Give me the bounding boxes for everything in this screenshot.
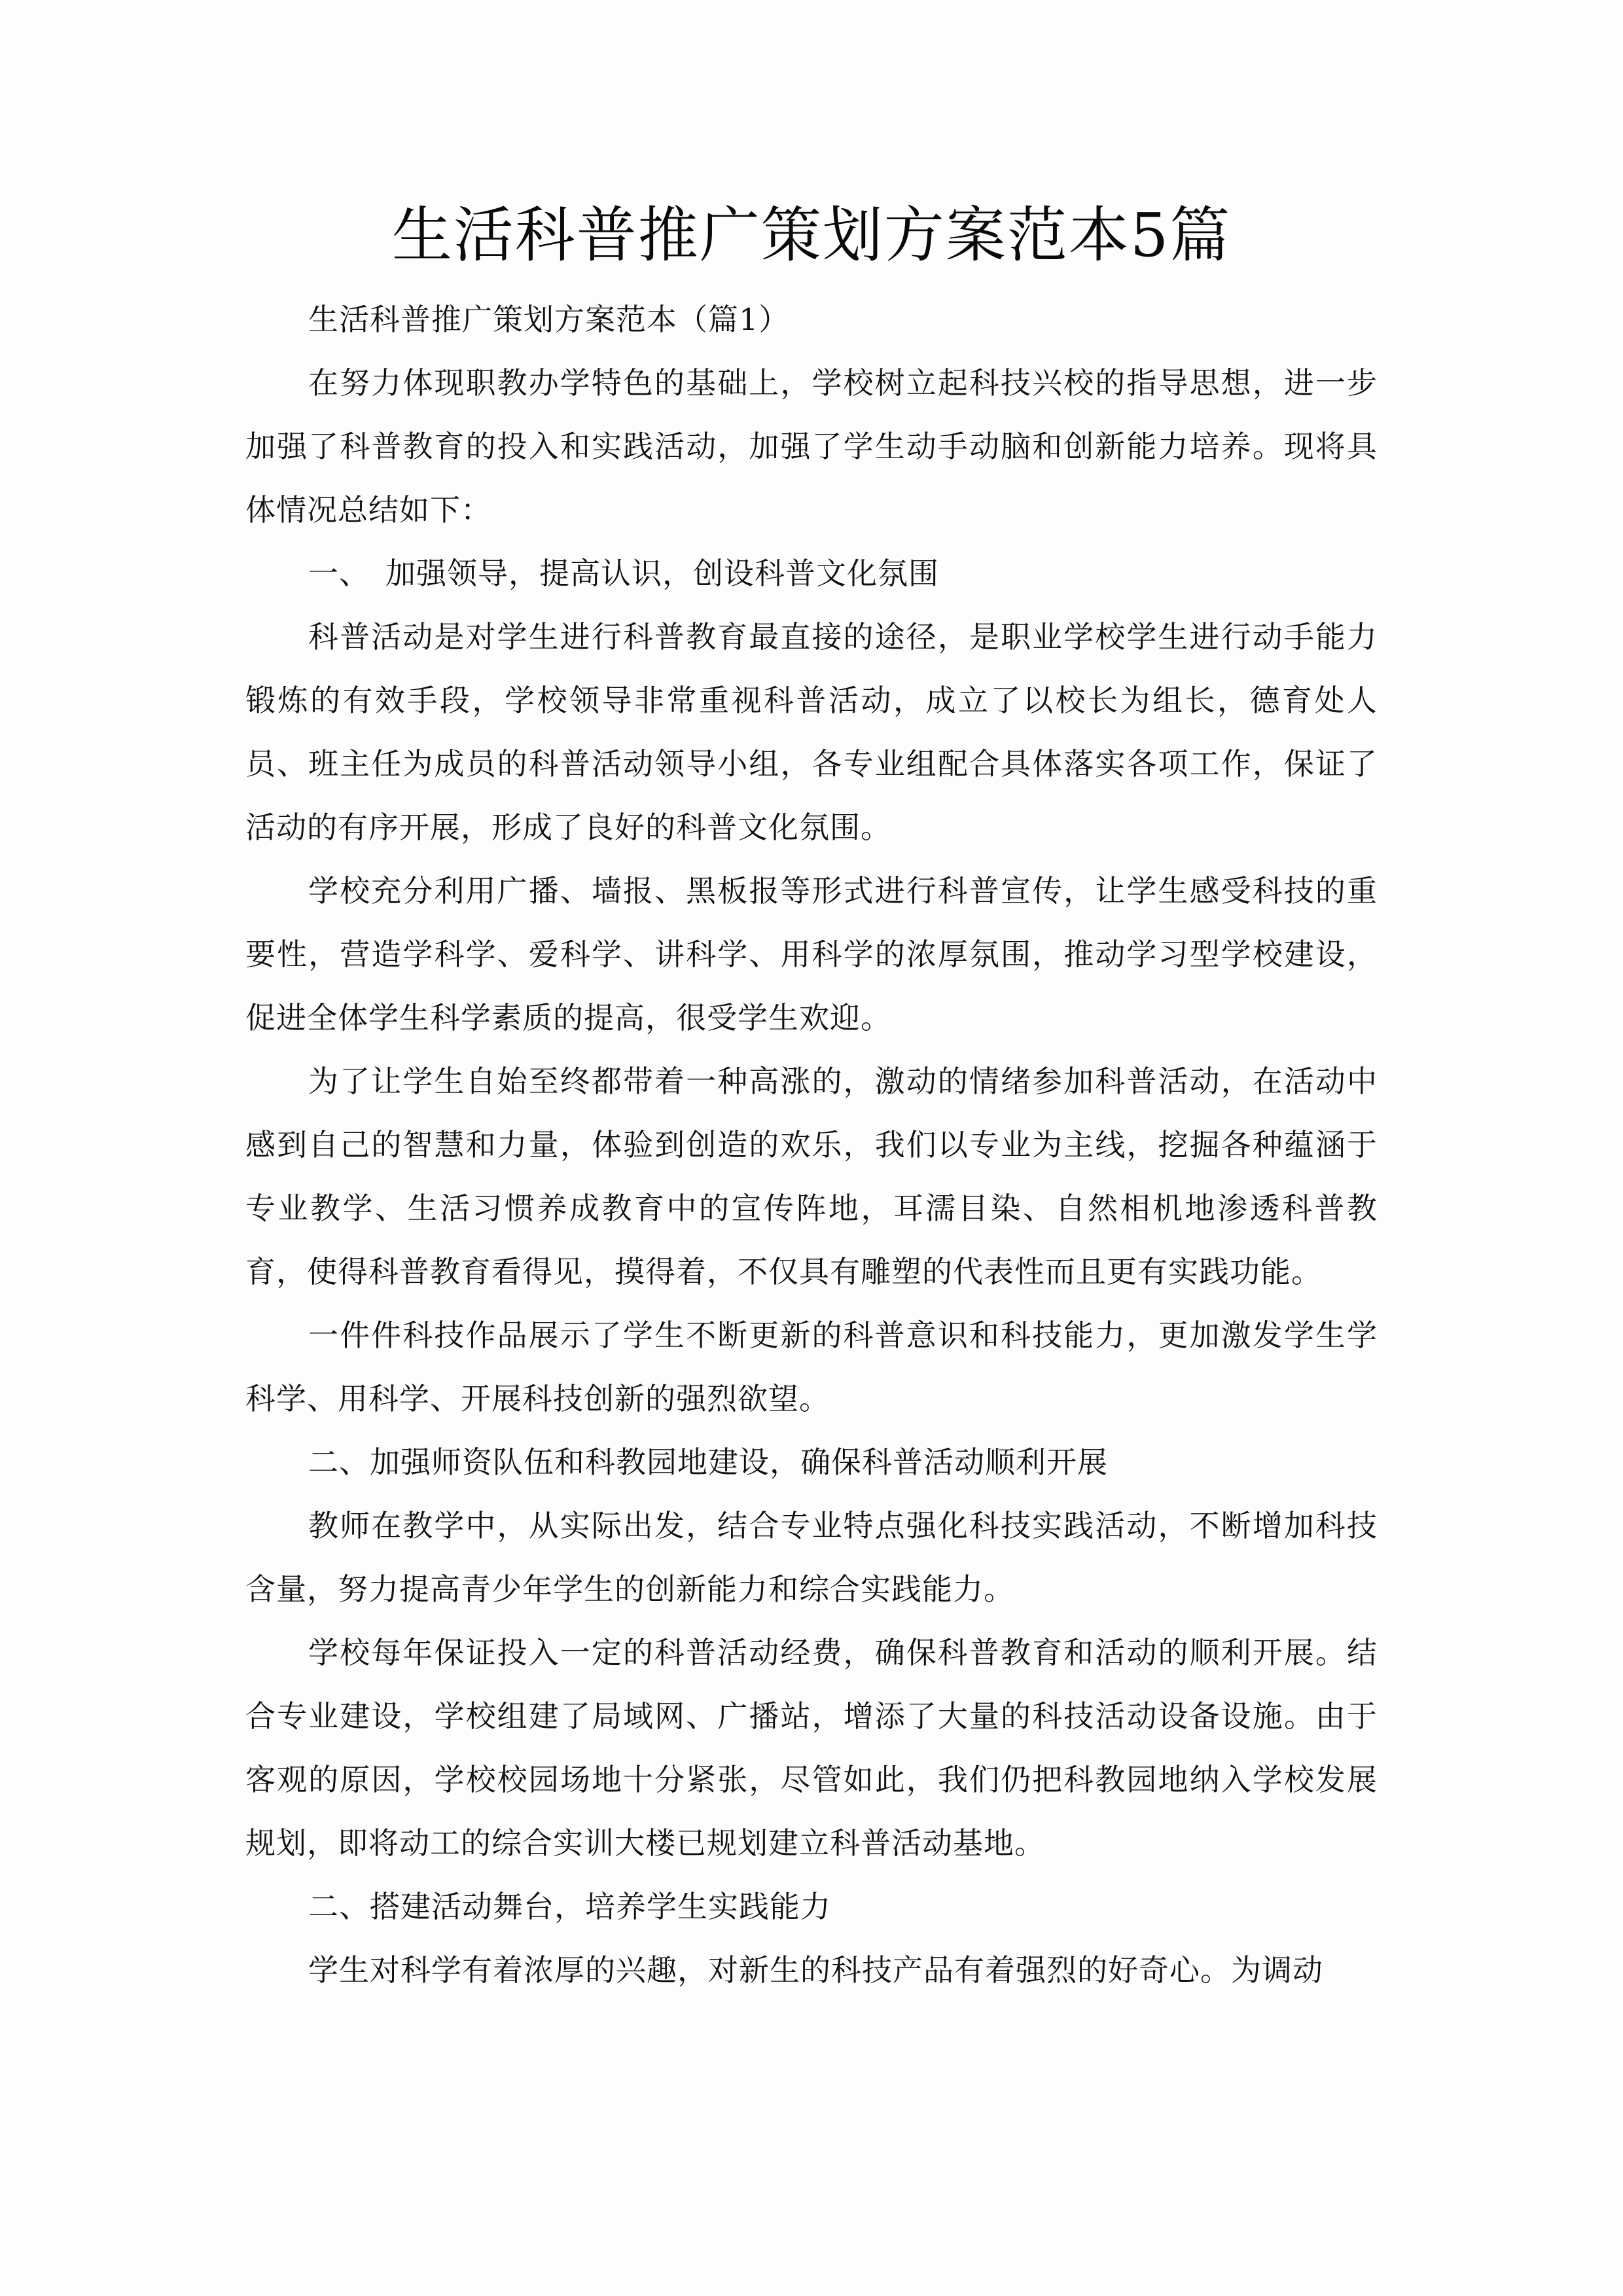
paragraph: 科普活动是对学生进行科普教育最直接的途径，是职业学校学生进行动手能力锻炼的有效手段，学校领导非常重视科普活动，成立了以校长为组长，德育处人员、班主任为成员的科普活动领导小组，各专业组配合具体落实各项工作，保证了活动的有序开展，形成了良好的科普文化氛围。 bbox=[245, 619, 1378, 845]
paragraph: 教师在教学中，从实际出发，结合专业特点强化科技实践活动，不断增加科技含量，努力提高青少年学生的创新能力和综合实践能力。 bbox=[245, 1508, 1378, 1607]
paragraph: 学生对科学有着浓厚的兴趣，对新生的科技产品有着强烈的好奇心。为调动 bbox=[308, 1952, 1323, 1988]
document-title: 生活科普推广策划方案范本5篇 bbox=[391, 200, 1232, 270]
section-subtitle: 生活科普推广策划方案范本（篇1） bbox=[308, 302, 790, 337]
paragraph: 为了让学生自始至终都带着一种高涨的，激动的情绪参加科普活动，在活动中感到自己的智慧和力量，体验到创造的欢乐，我们以专业为主线，挖掘各种蕴涵于专业教学、生活习惯养成教育中的宣传阵地，耳濡目染、自然相机地渗透科普教育，使得科普教育看得见，摸得着，不仅具有雕塑的代表性而且更有实践功能。 bbox=[245, 1064, 1378, 1289]
paragraph-intro: 在努力体现职教办学特色的基础上，学校树立起科技兴校的指导思想，进一步加强了科普教育的投入和实践活动，加强了学生动手动脑和创新能力培养。现将具体情况总结如下： bbox=[245, 365, 1378, 528]
paragraph: 学校每年保证投入一定的科普活动经费，确保科普教育和活动的顺利开展。结合专业建设，学校组建了局域网、广播站，增添了大量的科技活动设备设施。由于客观的原因，学校校园场地十分紧张，尽管如此，我们仍把科教园地纳入学校发展规划，即将动工的综合实训大楼已规划建立科普活动基地。 bbox=[245, 1635, 1378, 1861]
section-heading-3: 二、搭建活动舞台，培养学生实践能力 bbox=[308, 1889, 831, 1924]
section-heading-2: 二、加强师资队伍和科教园地建设，确保科普活动顺利开展 bbox=[308, 1444, 1108, 1480]
section-heading-1: 一、 加强领导，提高认识，创设科普文化氛围 bbox=[308, 556, 939, 591]
paragraph: 学校充分利用广播、墙报、黑板报等形式进行科普宣传，让学生感受科技的重要性，营造学科学、爱科学、讲科学、用科学的浓厚氛围，推动学习型学校建设，促进全体学生科学素质的提高，很受学生欢迎。 bbox=[245, 873, 1378, 1035]
paragraph: 一件件科技作品展示了学生不断更新的科普意识和科技能力，更加激发学生学科学、用科学、开展科技创新的强烈欲望。 bbox=[245, 1318, 1378, 1416]
document-body bbox=[245, 288, 1378, 2002]
